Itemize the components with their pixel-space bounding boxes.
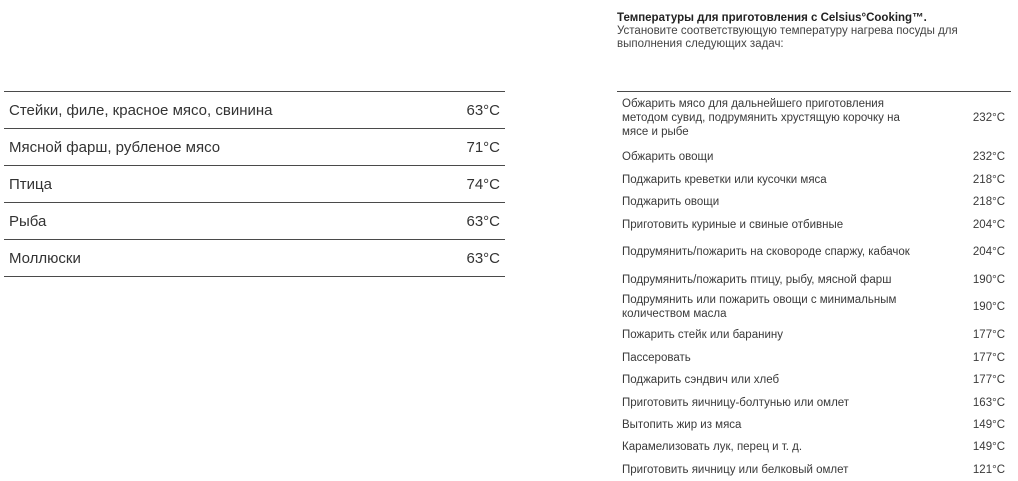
food-temperature: 63°C	[466, 249, 500, 267]
task-name: Приготовить куриные и свиные отбивные	[622, 219, 844, 231]
table-row	[4, 129, 505, 166]
task-name: Обжарить мясо для дальнейшего приготовления методом сувид, подрумянить хрустящую корочку на мясе и рыбе	[622, 98, 900, 138]
food-name: Мясной фарш, рубленое мясо	[9, 138, 221, 156]
task-temperature: 121°C	[972, 464, 1005, 476]
task-temperature: 190°C	[972, 274, 1005, 286]
table-row	[617, 440, 1011, 454]
food-temperature: 74°C	[466, 175, 500, 193]
food-name: Моллюски	[9, 249, 81, 267]
food-name: Рыба	[9, 212, 47, 230]
task-name: Подрумянить или пожарить овощи с минимальным количеством масла	[622, 294, 897, 320]
table-row	[617, 418, 1011, 432]
task-name: Обжарить овощи	[622, 151, 714, 163]
task-temperature: 232°C	[972, 112, 1005, 124]
task-temperature: 149°C	[972, 441, 1005, 453]
table-row	[4, 166, 505, 203]
food-temperature: 63°C	[466, 101, 500, 119]
task-name: Подрумянить/пожарить на сковороде спаржу, кабачок	[622, 246, 910, 258]
table-row	[617, 293, 1011, 321]
task-temperature: 177°C	[972, 352, 1005, 364]
task-temperature: 163°C	[972, 397, 1005, 409]
food-name: Стейки, филе, красное мясо, свинина	[9, 101, 273, 119]
task-name: Поджарить сэндвич или хлеб	[622, 374, 780, 386]
task-name: Подрумянить/пожарить птицу, рыбу, мясной фарш	[622, 274, 892, 286]
task-name: Пассеровать	[622, 352, 691, 364]
table-row	[4, 240, 505, 277]
table-row	[617, 373, 1011, 387]
table-row	[617, 396, 1011, 410]
cooking-header	[617, 11, 997, 51]
task-temperature: 232°C	[972, 151, 1005, 163]
table-row	[617, 96, 1011, 140]
table-row	[617, 328, 1011, 342]
task-name: Пожарить стейк или баранину	[622, 329, 783, 341]
task-name: Поджарить креветки или кусочки мяса	[622, 174, 827, 186]
table-row	[617, 150, 1011, 164]
table-row	[617, 463, 1011, 477]
task-temperature: 218°C	[972, 196, 1005, 208]
table-row	[617, 238, 1011, 266]
table-row	[617, 195, 1011, 209]
task-name: Карамелизовать лук, перец и т. д.	[622, 441, 803, 453]
task-temperature: 190°C	[972, 301, 1005, 313]
task-name: Приготовить яичницу-болтунью или омлет	[622, 397, 850, 409]
task-temperature: 149°C	[972, 419, 1005, 431]
task-name: Приготовить яичницу или белковый омлет	[622, 464, 849, 476]
table-row	[617, 351, 1011, 365]
food-temperature: 71°C	[466, 138, 500, 156]
table-row	[617, 218, 1011, 232]
task-temperature: 177°C	[972, 329, 1005, 341]
table-row	[617, 273, 1011, 287]
task-temperature: 204°C	[972, 219, 1005, 231]
section-subtitle: Установите соответствующую температуру нагрева посуды для выполнения следующих задач:	[617, 25, 958, 50]
task-name: Вытопить жир из мяса	[622, 419, 742, 431]
cooking-temperature-table	[617, 91, 1011, 476]
food-temperature: 63°C	[466, 212, 500, 230]
food-name: Птица	[9, 175, 52, 193]
task-temperature: 218°C	[972, 174, 1005, 186]
task-temperature: 204°C	[972, 246, 1005, 258]
task-temperature: 177°C	[972, 374, 1005, 386]
table-row	[4, 203, 505, 240]
section-title: Температуры для приготовления с Celsius°Cooking™.	[617, 12, 927, 24]
meat-temperature-table	[4, 91, 505, 277]
table-row	[617, 173, 1011, 187]
table-row	[4, 92, 505, 129]
task-name: Поджарить овощи	[622, 196, 720, 208]
